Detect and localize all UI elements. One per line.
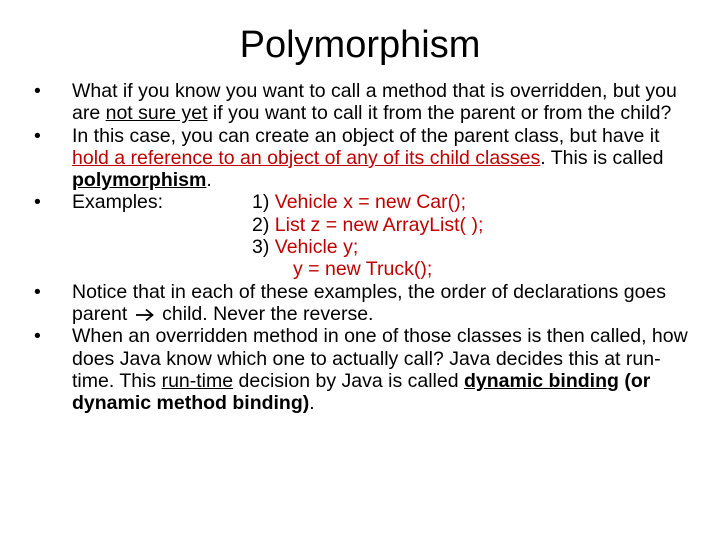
bullet-text: What if you know you want to call a method that is overridden, but you are <box>72 80 677 125</box>
bullet-text: . <box>309 392 315 415</box>
bullet-item-5 <box>34 325 694 414</box>
example-code: Vehicle y; <box>274 236 359 259</box>
example-number: 1) <box>252 191 275 214</box>
examples-label: Examples: <box>72 191 164 214</box>
bullet-list <box>34 80 694 414</box>
underlined-text: run-time <box>161 369 234 392</box>
example-number: 2) <box>252 213 275 236</box>
bullet-marker: • <box>34 124 41 147</box>
bullet-text: . <box>206 169 212 192</box>
bullet-item-2 <box>34 125 694 192</box>
example-3 <box>252 236 358 258</box>
bullet-text: decision by Java is called <box>233 369 464 392</box>
keyword-polymorphism: polymorphism <box>72 169 207 192</box>
bullet-marker: • <box>34 191 41 214</box>
bullet-item-3 <box>34 191 694 280</box>
example-row-3 <box>72 236 694 258</box>
bullet-text: child. Never the reverse. <box>156 302 374 325</box>
keyword-dynamic-binding: dynamic binding <box>463 369 619 392</box>
example-code: Vehicle x = new Car(); <box>274 191 467 214</box>
bullet-text: if you want to call it from the parent or from the child? <box>207 102 672 125</box>
bullet-marker: • <box>34 280 41 303</box>
bullet-text: When an overridden method in one of those classes is then called, how does Java know which one to actually call? Java decides this at run-time. This <box>72 325 688 392</box>
example-code: List z = new ArrayList( ); <box>274 213 484 236</box>
bullet-text: In this case, you can create an object of the parent class, but have it <box>72 124 660 147</box>
example-code: y = new Truck(); <box>293 258 433 281</box>
example-number: 3) <box>252 236 275 259</box>
example-row-1 <box>72 191 694 213</box>
underlined-text: not sure yet <box>105 102 208 125</box>
example-row-4 <box>72 258 694 280</box>
bullet-item-4 <box>34 281 694 326</box>
example-2 <box>252 214 483 236</box>
bullet-marker: • <box>34 80 41 102</box>
bullet-marker: • <box>34 325 41 348</box>
keyword-dynamic-method-binding: (or dynamic method binding) <box>72 369 651 415</box>
slide-title: Polymorphism <box>239 24 481 66</box>
bullet-text: . This is called <box>540 146 664 169</box>
bullet-text: Notice that in each of these examples, the order of declarations goes parent <box>72 280 667 325</box>
bullet-item-1 <box>34 80 694 125</box>
example-1 <box>252 191 466 213</box>
arrow-right-icon <box>135 308 155 322</box>
example-row-2 <box>72 214 694 236</box>
highlighted-text: hold a reference to an object of any of its child classes <box>72 146 541 169</box>
